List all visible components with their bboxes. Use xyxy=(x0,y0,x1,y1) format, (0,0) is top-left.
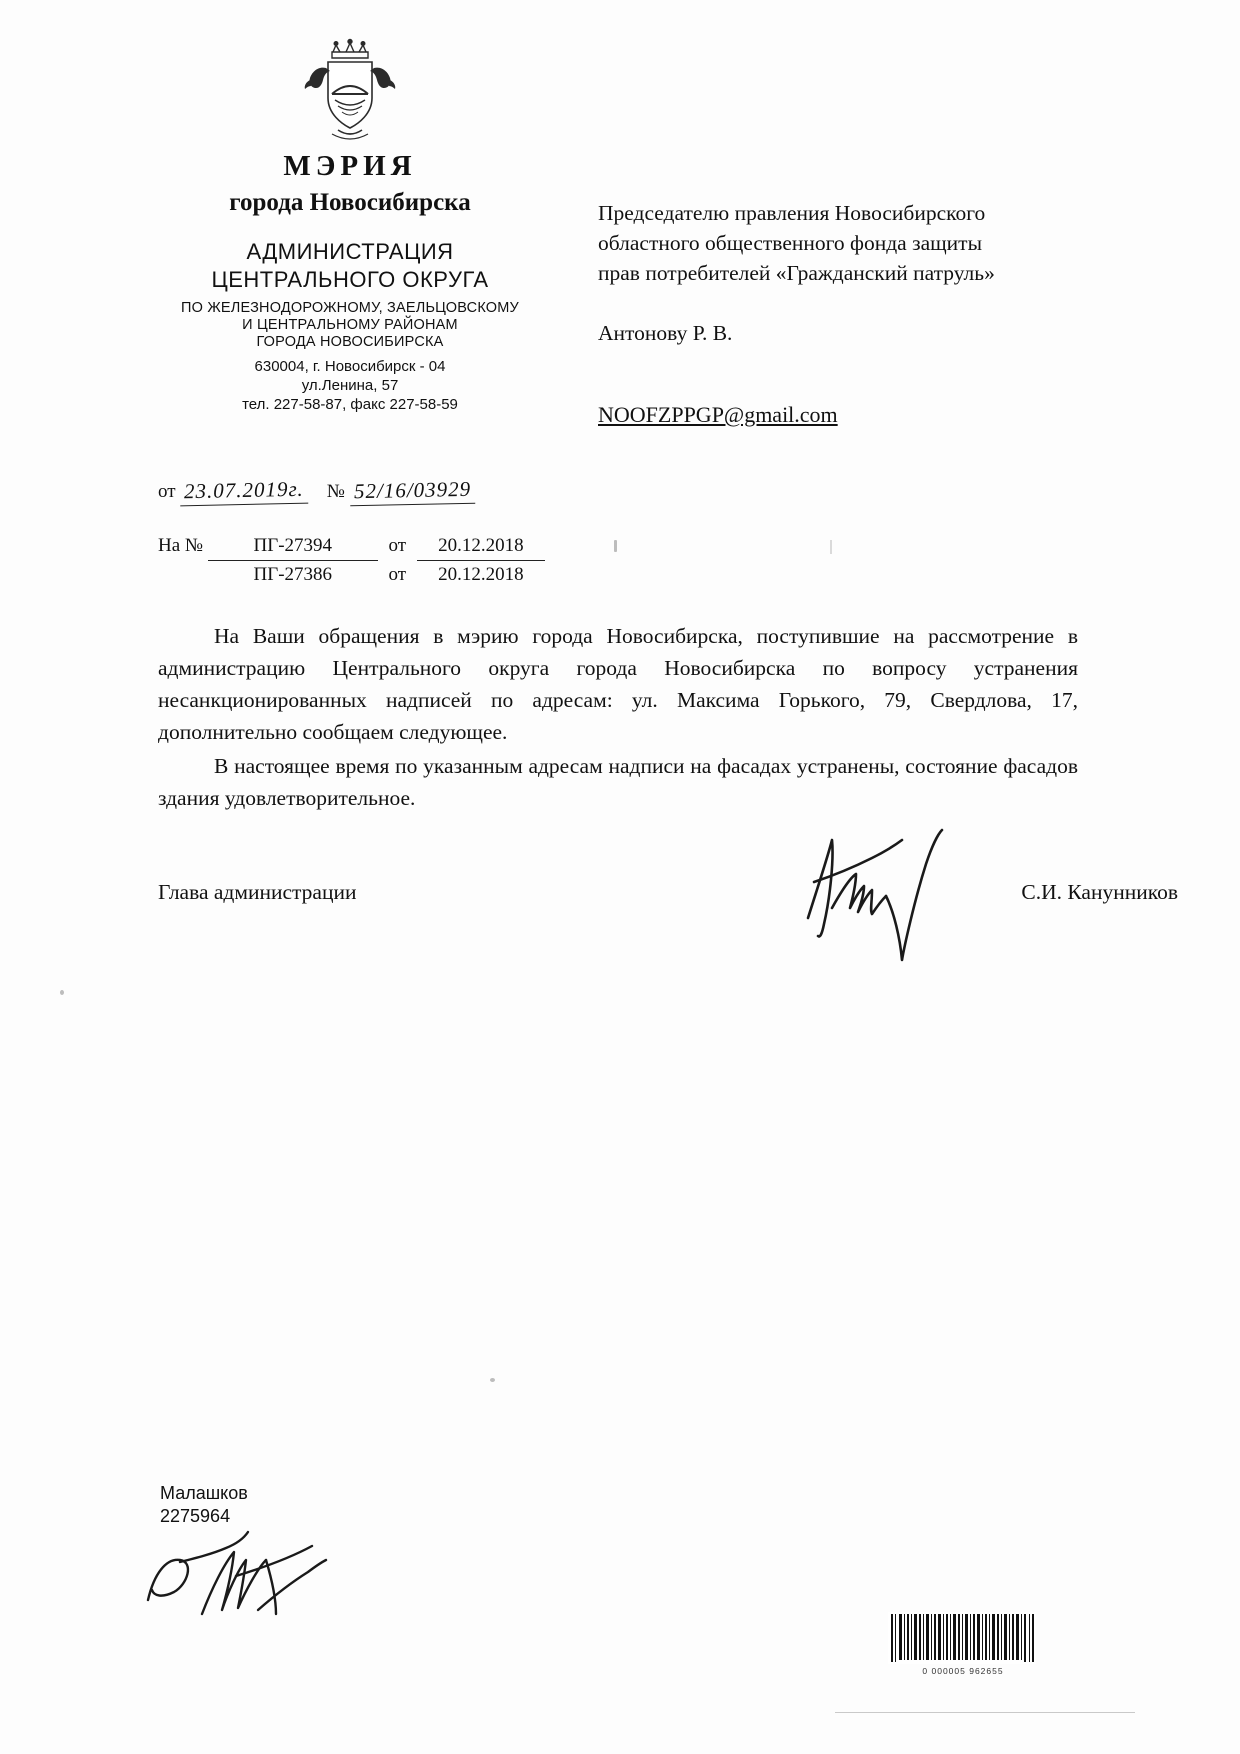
dateline-number-label: № xyxy=(326,481,345,502)
org-name-city: города Новосибирска xyxy=(229,189,471,216)
addressee-line-2: областного общественного фонда защиты xyxy=(598,231,983,255)
signer-position: Глава администрации xyxy=(158,880,357,904)
barcode-block xyxy=(888,1612,1038,1676)
coat-of-arms-icon xyxy=(302,38,398,142)
org-admin-line1: АДМИНИСТРАЦИЯ xyxy=(246,239,454,264)
reference-row xyxy=(158,532,545,561)
body-paragraph-1: На Ваши обращения в мэрию города Новосибирска, поступившие на рассмотрение в администрацию Центрального округа города Новосибирска по вопросу устранения несанкционированных надписей по адресам: ул. Максима Горького, 79, Свердлова, 17, дополнительно сообщаем следующее. xyxy=(158,624,1078,744)
letterhead xyxy=(130,38,570,414)
scan-artifact-speck xyxy=(490,1378,495,1382)
org-address-line1: 630004, г. Новосибирск - 04 xyxy=(254,358,446,375)
addressee-line-3: прав потребителей «Гражданский патруль» xyxy=(598,261,995,285)
reference-from-label-2: от xyxy=(388,564,407,585)
signer-name: С.И. Канунников xyxy=(1021,880,1178,904)
scan-artifact-speck xyxy=(614,540,617,552)
body-paragraph-2: В настоящее время по указанным адресам надписи на фасадах устранены, состояние фасадов здания удовлетворительное. xyxy=(158,754,1078,810)
dateline-date-value: 23.07.2019г. xyxy=(180,477,308,507)
reference-block xyxy=(158,532,545,589)
scan-artifact-speck xyxy=(60,990,64,995)
org-address-line2: ул.Ленина, 57 xyxy=(301,377,399,394)
addressee-line-1: Председателю правления Новосибирского xyxy=(598,201,986,225)
org-admin-line3: ПО ЖЕЛЕЗНОДОРОЖНОМУ, ЗАЕЛЬЦОВСКОМУ xyxy=(181,300,519,316)
addressee-email[interactable]: NOOFZPPGP@gmail.com xyxy=(598,402,838,427)
executor-name: Малашков xyxy=(160,1483,248,1503)
document-dateline xyxy=(158,478,475,505)
org-name-meria: МЭРИЯ xyxy=(283,150,417,182)
scan-artifact-fold xyxy=(830,540,832,554)
reference-date-2: 20.12.2018 xyxy=(438,564,524,585)
handwritten-initials-icon xyxy=(140,1518,370,1628)
reference-date-1: 20.12.2018 xyxy=(417,532,545,561)
reference-prefix-label: На № xyxy=(158,535,204,556)
dateline-number-value: 52/16/03929 xyxy=(349,477,475,507)
barcode-icon xyxy=(888,1612,1036,1664)
handwritten-signature-icon xyxy=(798,820,988,980)
reference-from-label-1: от xyxy=(388,535,407,556)
addressee-name: Антонову Р. В. xyxy=(598,321,733,345)
reference-number-1: ПГ-27394 xyxy=(208,532,378,561)
addressee-block xyxy=(598,198,1168,430)
reference-number-2: ПГ-27386 xyxy=(253,564,333,585)
letter-body xyxy=(158,620,1078,814)
org-admin-line5: ГОРОДА НОВОСИБИРСКА xyxy=(256,334,444,350)
reference-row xyxy=(158,561,545,589)
scan-artifact-line xyxy=(835,1712,1135,1713)
dateline-from-label: от xyxy=(158,481,176,502)
org-admin-line4: И ЦЕНТРАЛЬНОМУ РАЙОНАМ xyxy=(242,317,458,333)
org-admin-line2: ЦЕНТРАЛЬНОГО ОКРУГА xyxy=(211,267,489,292)
executor-phone: 2275964 xyxy=(160,1506,231,1526)
org-phone: тел. 227-58-87, факс 227-58-59 xyxy=(242,396,458,413)
barcode-number: 0 000005 962655 xyxy=(922,1666,1004,1676)
